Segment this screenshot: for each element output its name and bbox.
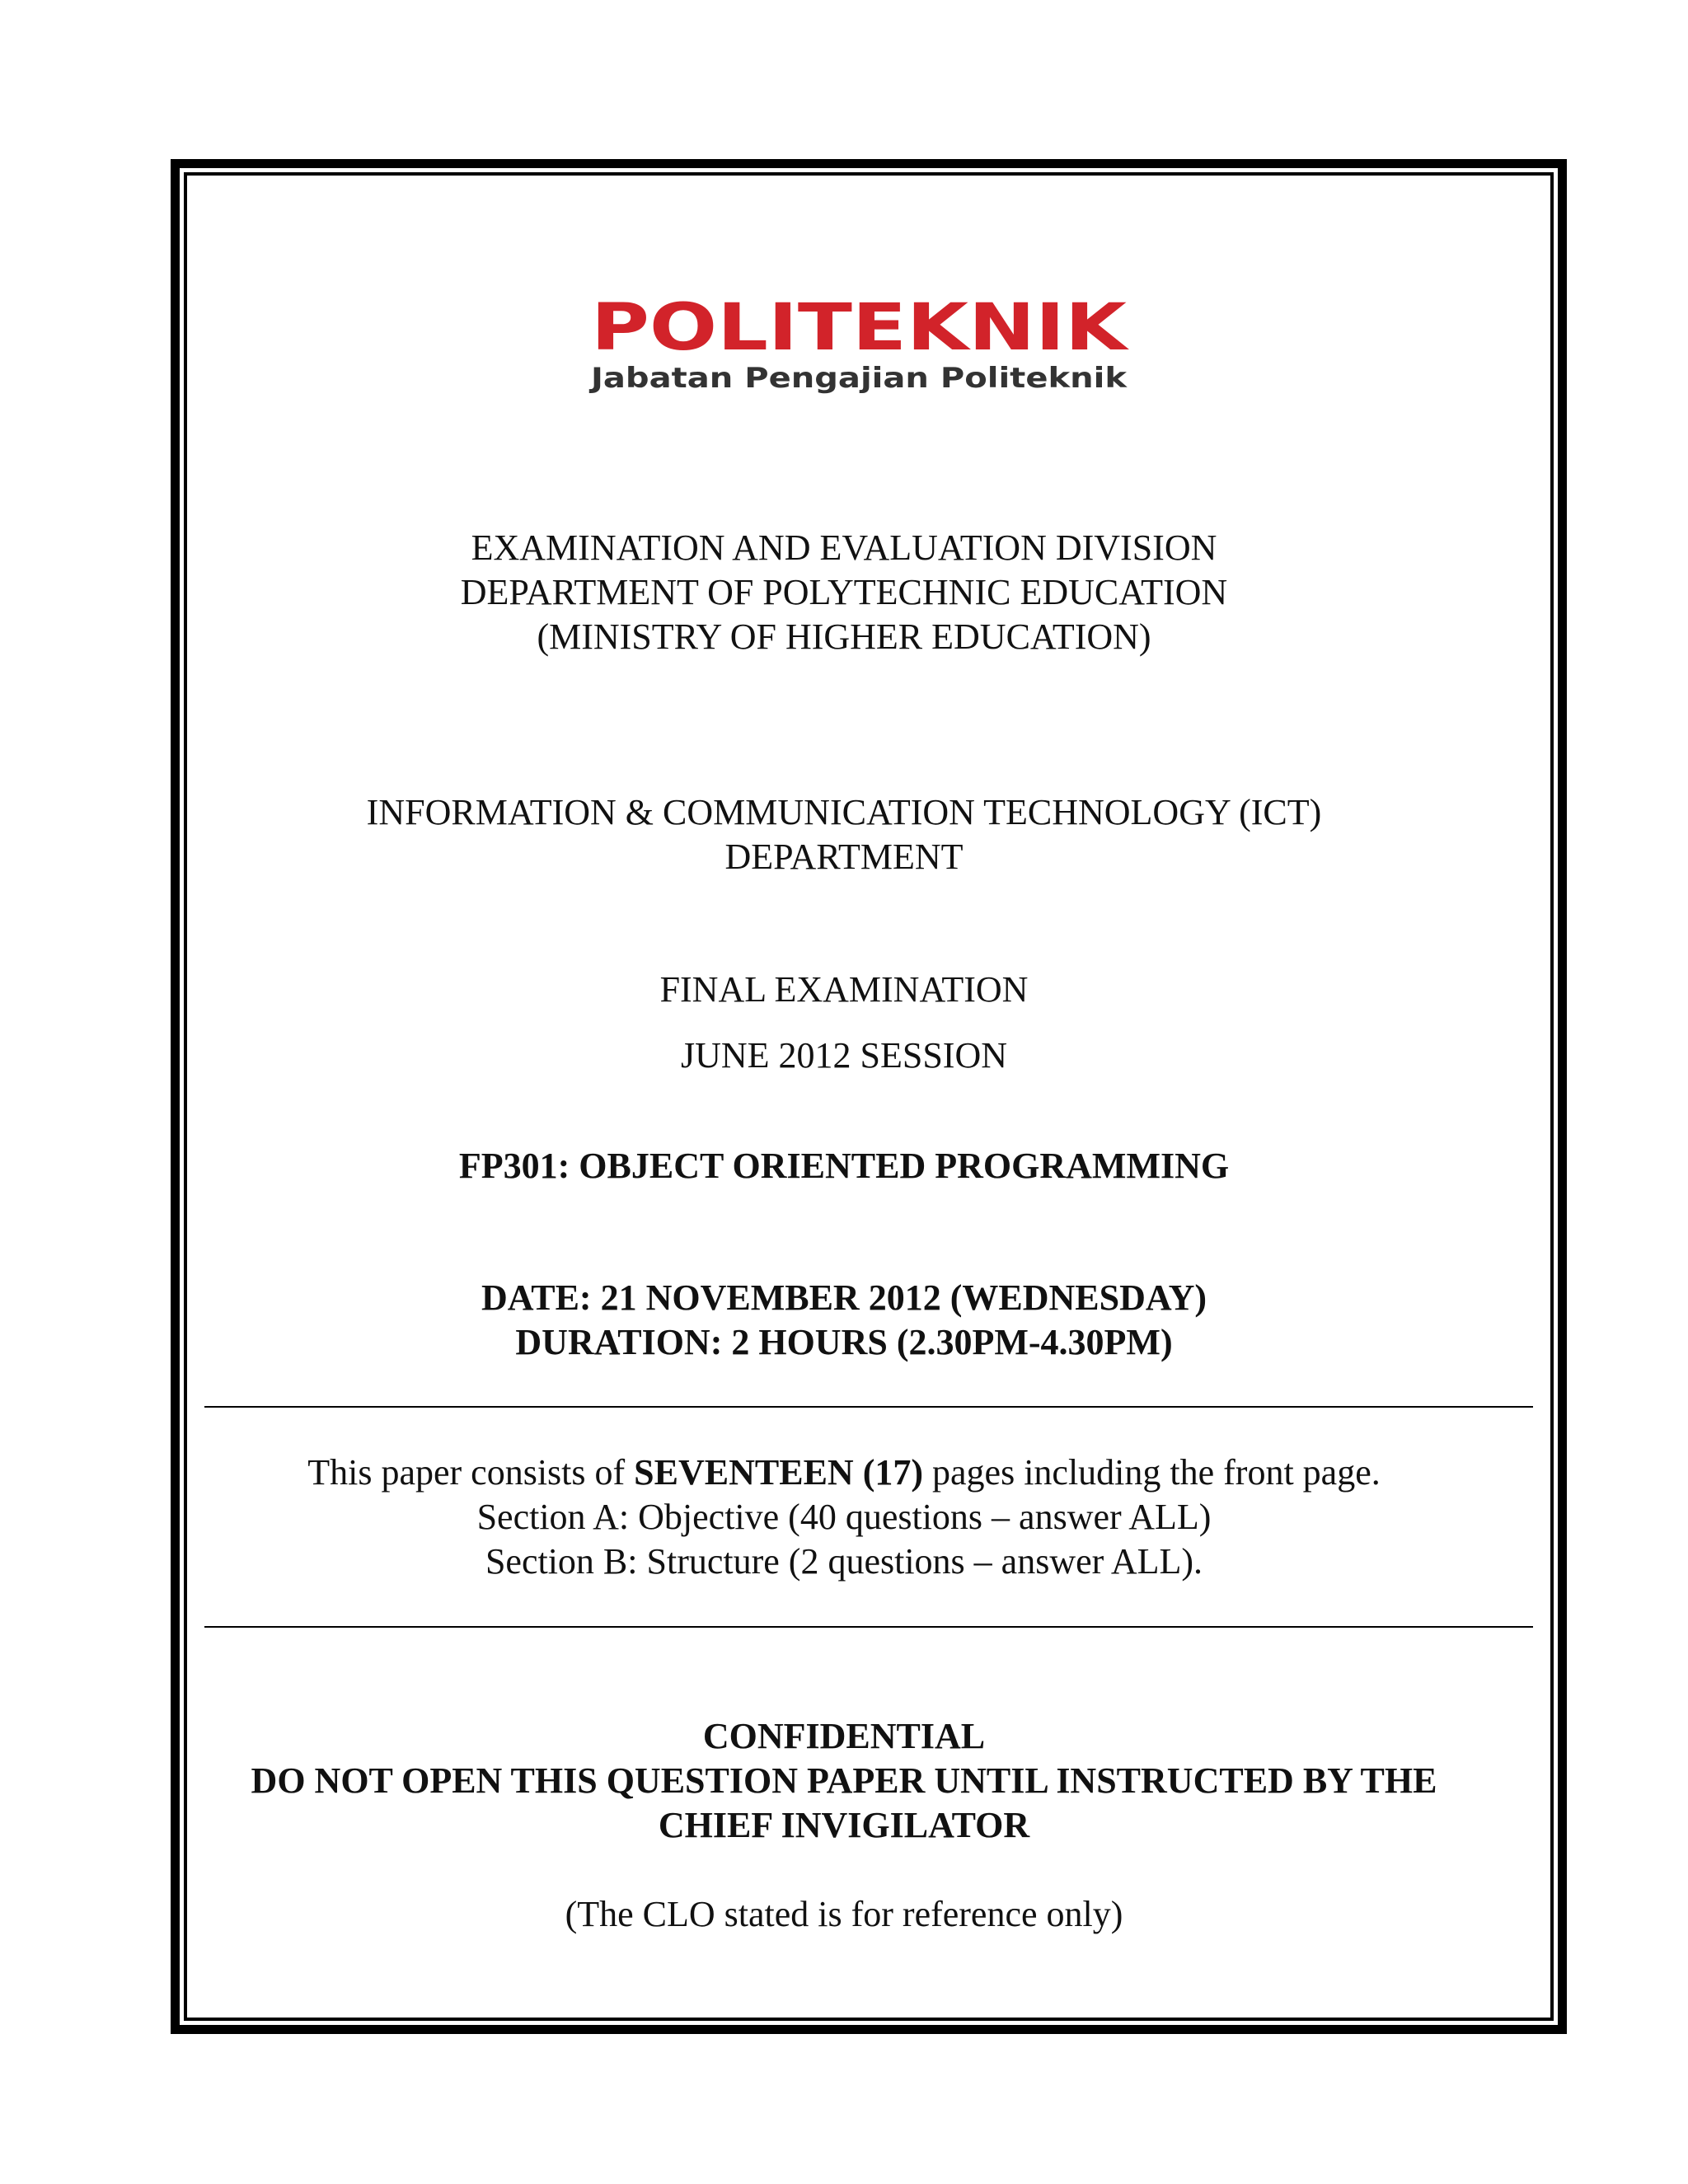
divider-top	[204, 1406, 1533, 1408]
exam-title: FINAL EXAMINATION	[659, 969, 1029, 1010]
exam-session: JUNE 2012 SESSION	[680, 1035, 1008, 1076]
pages-prefix: This paper consists of	[307, 1452, 635, 1493]
section-a-info: Section A: Objective (40 questions – answer ALL)	[476, 1497, 1212, 1537]
confidential-label: CONFIDENTIAL	[702, 1716, 986, 1756]
department-label: DEPARTMENT	[724, 837, 964, 877]
instruction-line-1: DO NOT OPEN THIS QUESTION PAPER UNTIL INSTRUCTED BY THE	[251, 1760, 1437, 1801]
course-title: FP301: OBJECT ORIENTED PROGRAMMING	[458, 1146, 1230, 1186]
pages-suffix: pages including the front page.	[923, 1452, 1381, 1493]
clo-note: (The CLO stated is for reference only)	[565, 1894, 1123, 1934]
divider-bottom	[204, 1626, 1533, 1628]
section-b-info: Section B: Structure (2 questions – answer ALL).	[485, 1541, 1203, 1582]
header-department: DEPARTMENT OF POLYTECHNIC EDUCATION	[460, 572, 1228, 612]
exam-duration: DURATION: 2 HOURS (2.30PM-4.30PM)	[515, 1322, 1173, 1362]
exam-date: DATE: 21 NOVEMBER 2012 (WEDNESDAY)	[481, 1277, 1207, 1318]
logo-tagline: Jabatan Pengajian Politeknik	[588, 362, 1128, 395]
header-division: EXAMINATION AND EVALUATION DIVISION	[471, 527, 1217, 568]
department-name: INFORMATION & COMMUNICATION TECHNOLOGY (ICT)	[366, 792, 1322, 832]
pages-info	[0, 1451, 1688, 1495]
instruction-line-2: CHIEF INVIGILATOR	[658, 1805, 1030, 1845]
pages-count: SEVENTEEN (17)	[634, 1452, 924, 1493]
politeknik-logo	[587, 298, 1131, 396]
logo-wordmark: POLITEKNIK	[591, 298, 1130, 365]
header-ministry: (MINISTRY OF HIGHER EDUCATION)	[537, 616, 1151, 657]
